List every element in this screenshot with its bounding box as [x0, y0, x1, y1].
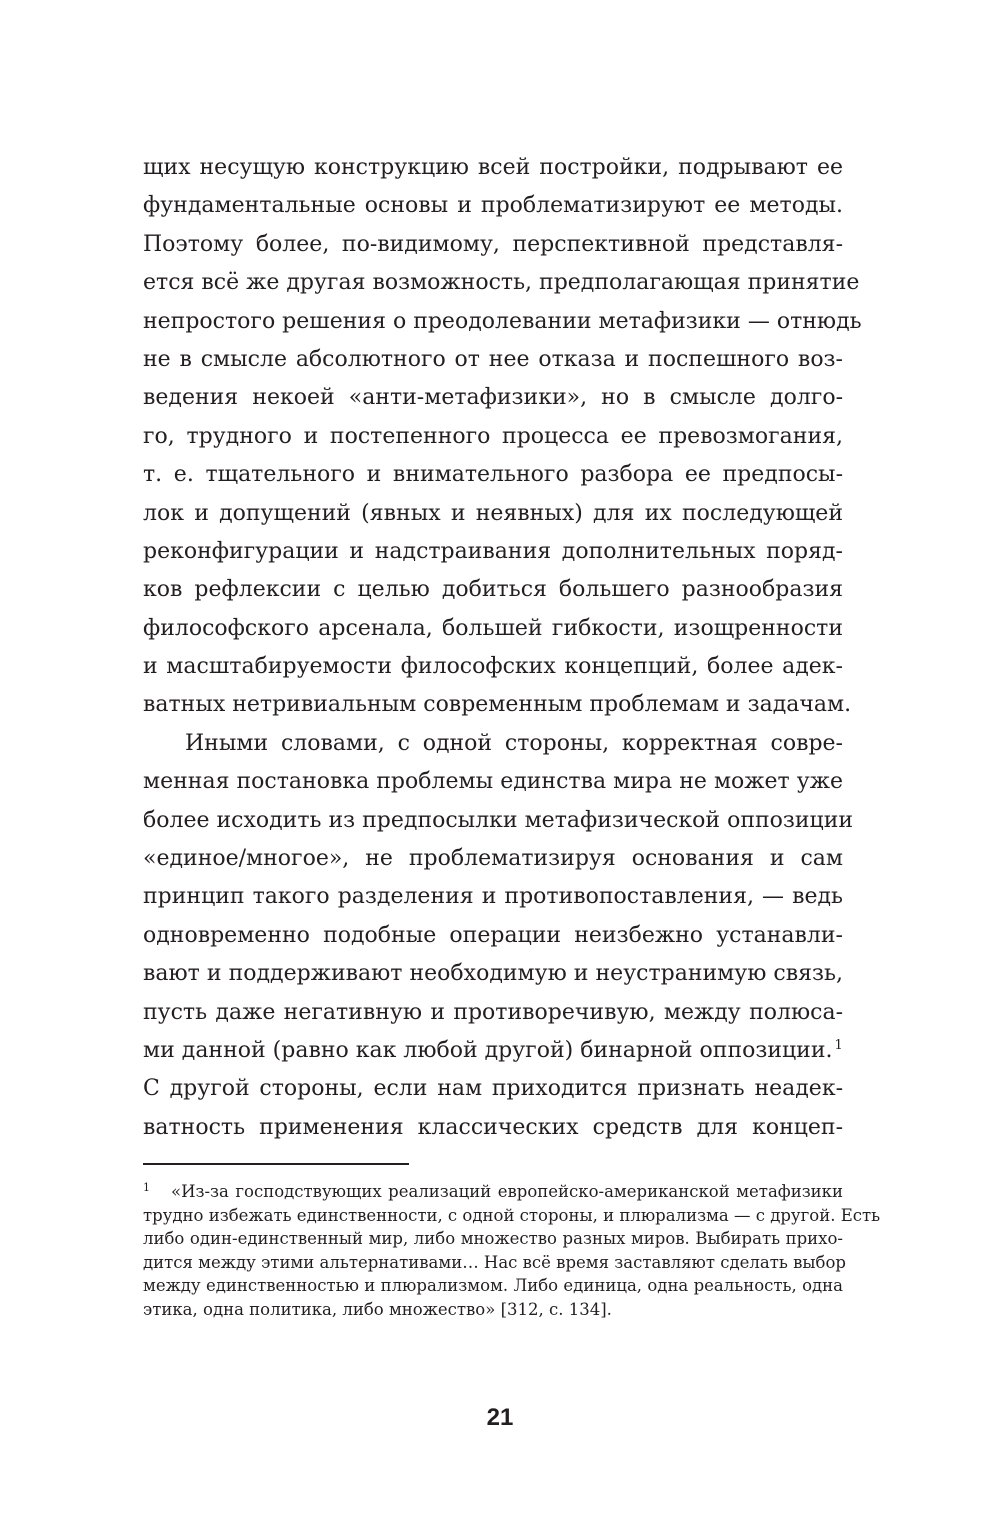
- text-line: т. е. тщательного и внимательного разбора ее предпосы-: [143, 462, 843, 488]
- text-line: ется всё же другая возможность, предполагающая принятие: [143, 270, 860, 296]
- text-line: ков рефлексии с целью добиться большего разнообразия: [143, 577, 843, 603]
- footnote-reference[interactable]: 1: [834, 1037, 843, 1053]
- text-line: реконфигурации и надстраивания дополнительных поряд-: [143, 538, 843, 564]
- text-line: пусть даже негативную и противоречивую, между полюса-: [143, 999, 843, 1025]
- text-line: ватность применения классических средств для концеп-: [143, 1114, 843, 1140]
- text-line: С другой стороны, если нам приходится признать неадек-: [143, 1076, 843, 1102]
- text-line: не в смысле абсолютного от нее отказа и поспешного воз-: [143, 346, 843, 372]
- text-line: «единое/многое», не проблематизируя основания и сам: [143, 846, 843, 872]
- footnote-line: трудно избежать единственности, с одной стороны, и плюрализма — с другой. Есть: [143, 1205, 881, 1225]
- text-line: более исходить из предпосылки метафизической оппозиции: [143, 807, 854, 833]
- text-line: философского арсенала, большей гибкости, изощренности: [143, 615, 843, 641]
- footnote: [143, 1180, 881, 1322]
- text-line: и масштабируемости философских концепций, более адек-: [143, 654, 843, 680]
- text-line: непростого решения о преодолевании метафизики — отнюдь: [143, 308, 862, 334]
- text-line: фундаментальные основы и проблематизируют ее методы.: [143, 193, 843, 219]
- footnote-divider: [143, 1163, 409, 1165]
- footnote-line: между единственностью и плюрализмом. Либо единица, одна реальность, одна: [143, 1276, 843, 1296]
- page-number: 21: [486, 1404, 514, 1431]
- text-line: менная постановка проблемы единства мира не может уже: [143, 769, 843, 795]
- text-line-with-footnote-ref: [143, 1032, 843, 1070]
- footnote-line: либо один-единственный мир, либо множество разных миров. Выбирать прихо-: [143, 1229, 843, 1249]
- text-line: Иными словами, с одной стороны, корректная совре-: [185, 730, 843, 756]
- main-text: [143, 149, 862, 1147]
- text-line: вают и поддерживают необходимую и неустранимую связь,: [143, 961, 843, 987]
- text-line: ми данной (равно как любой другой) бинарной оппозиции.: [143, 1037, 833, 1063]
- text-line: го, трудного и постепенного процесса ее превозмогания,: [143, 423, 843, 449]
- text-line: Поэтому более, по-видимому, перспективной представля-: [143, 231, 843, 257]
- footnote-line-with-marker: 1 «Из-за господствующих реализаций европейско-американской метафизики: [143, 1180, 843, 1201]
- text-line: лок и допущений (явных и неявных) для их последующей: [143, 500, 843, 526]
- text-line: ведения некоей «анти-метафизики», но в смысле долго-: [143, 385, 843, 411]
- footnote-line: «Из-за господствующих реализаций европейско-американской метафизики: [171, 1182, 843, 1201]
- text-line: ватных нетривиальным современным проблемам и задачам.: [143, 692, 852, 718]
- text-line: щих несущую конструкцию всей постройки, подрывают ее: [143, 155, 843, 180]
- footnote-line: этика, одна политика, либо множество» [312, с. 134].: [143, 1299, 612, 1319]
- text-line: одновременно подобные операции неизбежно устанавли-: [143, 922, 843, 948]
- text-line: принцип такого разделения и противопоставления, — ведь: [143, 884, 843, 910]
- footnote-line: дится между этими альтернативами… Нас всё время заставляют сделать выбор: [143, 1252, 846, 1272]
